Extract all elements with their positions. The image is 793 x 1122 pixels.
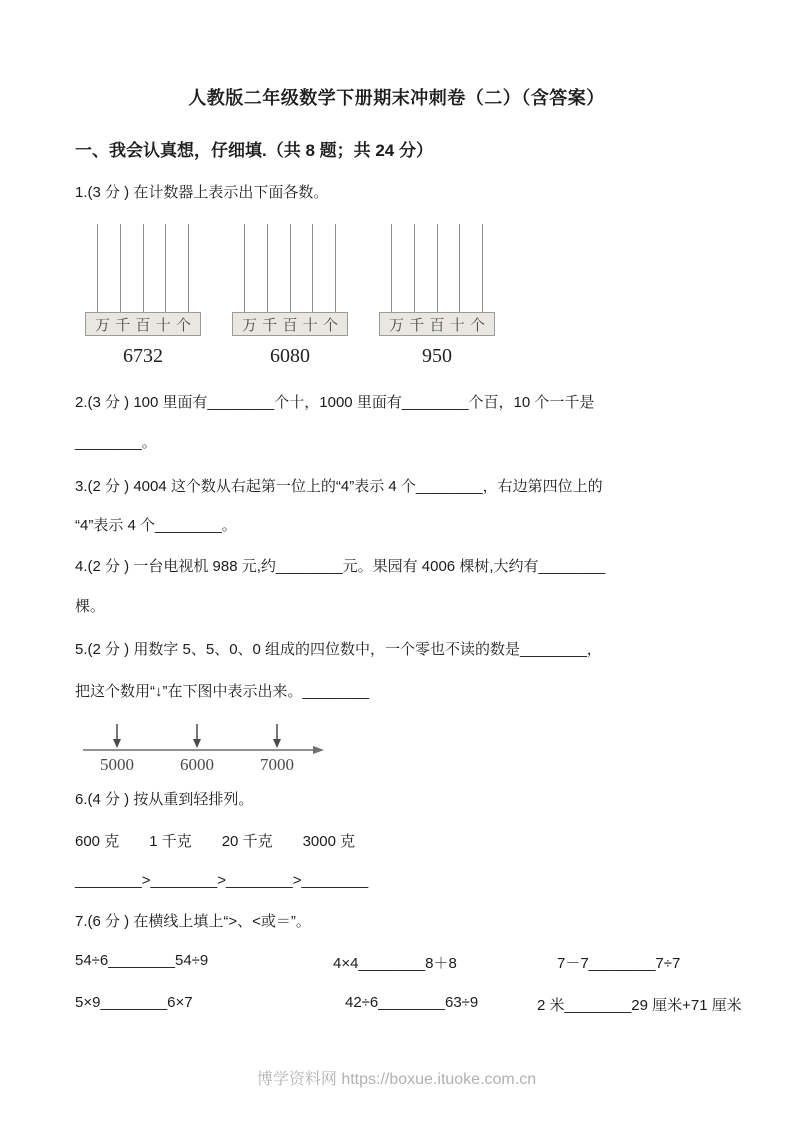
counter-rod xyxy=(143,224,144,312)
question-5-line-1: 5.(2 分 ) 用数字 5、5、0、0 组成的四位数中，一个零也不读的数是________， xyxy=(75,641,602,658)
counter-rod xyxy=(244,224,245,312)
counter-rod xyxy=(335,224,336,312)
number-line-diagram xyxy=(75,716,335,783)
counter-base xyxy=(85,312,201,336)
counter-rod xyxy=(97,224,98,312)
counter-base xyxy=(379,312,495,336)
place-label-bai: 百 xyxy=(135,316,151,334)
down-arrow-head-icon xyxy=(193,739,201,748)
comparison-item: 7－7________7÷7 xyxy=(557,955,681,972)
counter-value: 950 xyxy=(422,345,452,367)
counter-rod xyxy=(267,224,268,312)
counter-rod xyxy=(312,224,313,312)
counter-rod xyxy=(290,224,291,312)
place-label-wan: 万 xyxy=(242,316,258,334)
counter-value: 6732 xyxy=(123,345,163,367)
question-6-weights xyxy=(75,830,355,851)
counter-rod xyxy=(482,224,483,312)
question-7-row-2 xyxy=(75,994,775,1016)
question-2-line-1: 2.(3 分 ) 100 里面有________个十，1000 里面有________个百，10 个一千是 xyxy=(75,394,595,411)
question-7-row-1 xyxy=(75,952,775,974)
weight-item: 1 千克 xyxy=(149,833,192,850)
counter-rod xyxy=(414,224,415,312)
place-label-bai: 百 xyxy=(282,316,298,334)
comparison-item: 54÷6________54÷9 xyxy=(75,952,209,969)
question-4-line-1: 4.(2 分 ) 一台电视机 988 元,约________元。果园有 4006 棵树,大约有________ xyxy=(75,558,606,575)
counter-3 xyxy=(379,224,495,368)
question-5-line-2: 把这个数用“↓”在下图中表示出来。________ xyxy=(75,683,370,700)
place-label-shi: 十 xyxy=(302,316,318,334)
tick-label-6000: 6000 xyxy=(180,755,214,774)
tick-label-7000: 7000 xyxy=(260,755,294,774)
weight-item: 600 克 xyxy=(75,833,120,850)
counter-rod xyxy=(165,224,166,312)
place-label-qian: 千 xyxy=(409,316,425,334)
weight-item: 3000 克 xyxy=(302,833,356,850)
page-title: 人教版二年级数学下册期末冲刺卷（二）（含答案） xyxy=(188,88,605,108)
counter-rods xyxy=(232,224,348,312)
place-label-wan: 万 xyxy=(95,316,111,334)
counter-1 xyxy=(85,224,201,368)
counter-2 xyxy=(232,224,348,368)
counter-base xyxy=(232,312,348,336)
question-6-answer-blanks: ________>________>________>________ xyxy=(75,872,369,889)
comparison-item: 42÷6________63÷9 xyxy=(345,994,479,1011)
place-label-wan: 万 xyxy=(389,316,405,334)
comparison-item: 5×9________6×7 xyxy=(75,994,193,1011)
counter-value: 6080 xyxy=(270,345,310,367)
place-label-bai: 百 xyxy=(429,316,445,334)
question-6-text: 6.(4 分 ) 按从重到轻排列。 xyxy=(75,791,254,808)
place-label-qian: 千 xyxy=(115,316,131,334)
weight-item: 20 千克 xyxy=(221,833,273,850)
question-2-line-2: ________。 xyxy=(75,434,157,451)
question-1-text: 1.(3 分 ) 在计数器上表示出下面各数。 xyxy=(75,184,329,201)
place-label-shi: 十 xyxy=(155,316,171,334)
counter-rods xyxy=(379,224,495,312)
question-4-line-2: 棵。 xyxy=(75,598,106,615)
place-label-shi: 十 xyxy=(449,316,465,334)
axis-arrow-right-icon xyxy=(313,746,324,754)
question-3-line-2: “4”表示 4 个________。 xyxy=(75,517,237,534)
counter-diagrams xyxy=(85,224,495,368)
watermark-footer: 博学资料网 https://boxue.ituoke.com.cn xyxy=(256,1071,537,1088)
counter-rod xyxy=(459,224,460,312)
tick-label-5000: 5000 xyxy=(100,755,134,774)
counter-rod xyxy=(188,224,189,312)
comparison-item: 2 米________29 厘米+71 厘米 xyxy=(537,997,742,1014)
counter-rod xyxy=(120,224,121,312)
place-label-ge: 个 xyxy=(322,316,338,334)
question-3-line-1: 3.(2 分 ) 4004 这个数从右起第一位上的“4”表示 4 个________，右边第四位上的 xyxy=(75,478,603,495)
place-label-qian: 千 xyxy=(262,316,278,334)
down-arrow-head-icon xyxy=(113,739,121,748)
counter-rod xyxy=(391,224,392,312)
number-line-svg xyxy=(75,716,335,778)
counter-rod xyxy=(437,224,438,312)
comparison-item: 4×4________8＋8 xyxy=(333,955,457,972)
section-heading: 一、我会认真想，仔细填.（共 8 题；共 24 分） xyxy=(75,141,433,160)
place-label-ge: 个 xyxy=(469,316,485,334)
place-label-ge: 个 xyxy=(175,316,191,334)
counter-rods xyxy=(85,224,201,312)
question-7-text: 7.(6 分 ) 在横线上填上“>、<或＝”。 xyxy=(75,913,311,930)
down-arrow-head-icon xyxy=(273,739,281,748)
